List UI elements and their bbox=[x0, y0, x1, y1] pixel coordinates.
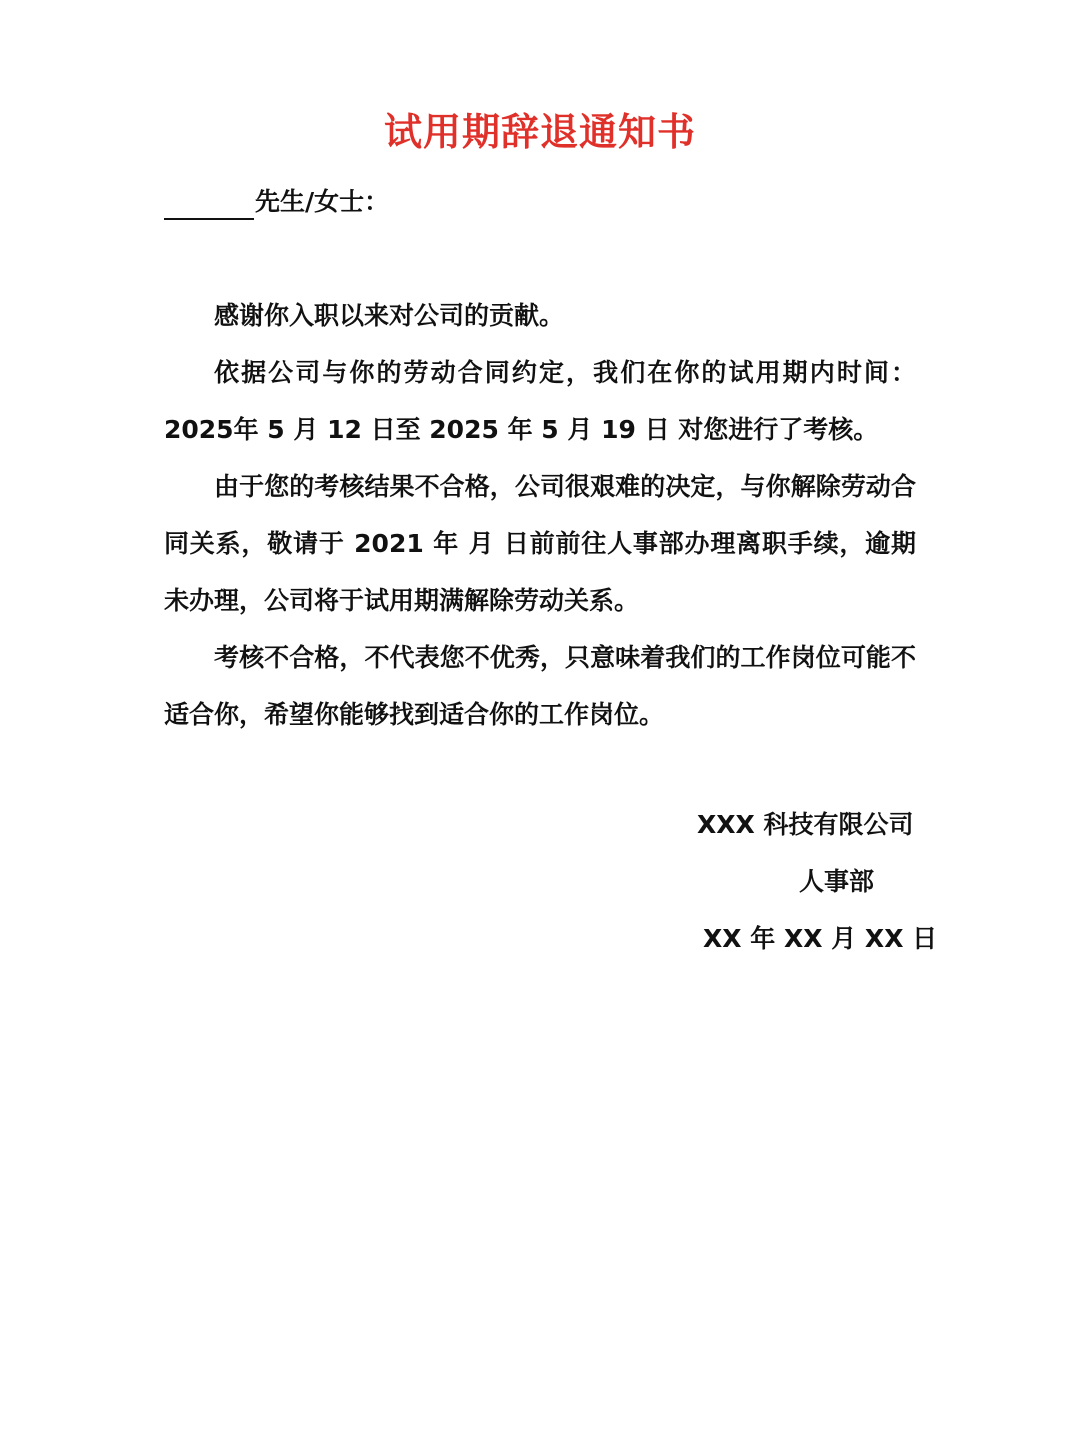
salutation-text: 先生/女士： bbox=[255, 187, 390, 216]
paragraph-termination: 由于您的考核结果不合格，公司很艰难的决定，与你解除劳动合同关系，敬请于 2021 年 月 日前前往人事部办理离职手续，逾期未办理，公司将于试用期满解除劳动关系。 bbox=[164, 472, 916, 615]
letter-body bbox=[164, 287, 916, 743]
signature-company: XXX 科技有限公司 bbox=[697, 810, 914, 839]
paragraph-assessment: 依据公司与你的劳动合同约定，我们在你的试用期内时间：2025年 5 月 12 日至 2025 年 5 月 19 日 对您进行了考核。 bbox=[164, 358, 916, 444]
signature-date: XX 年 XX 月 XX 日 bbox=[703, 924, 938, 953]
name-blank-line bbox=[164, 188, 254, 220]
salutation bbox=[164, 184, 389, 220]
document-title: 试用期辞退通知书 bbox=[383, 110, 696, 154]
signature-department: 人事部 bbox=[799, 867, 875, 896]
paragraph-closing: 考核不合格，不代表您不优秀，只意味着我们的工作岗位可能不适合你，希望你能够找到适合你的工作岗位。 bbox=[164, 643, 916, 729]
paragraph-thanks: 感谢你入职以来对公司的贡献。 bbox=[214, 301, 565, 330]
